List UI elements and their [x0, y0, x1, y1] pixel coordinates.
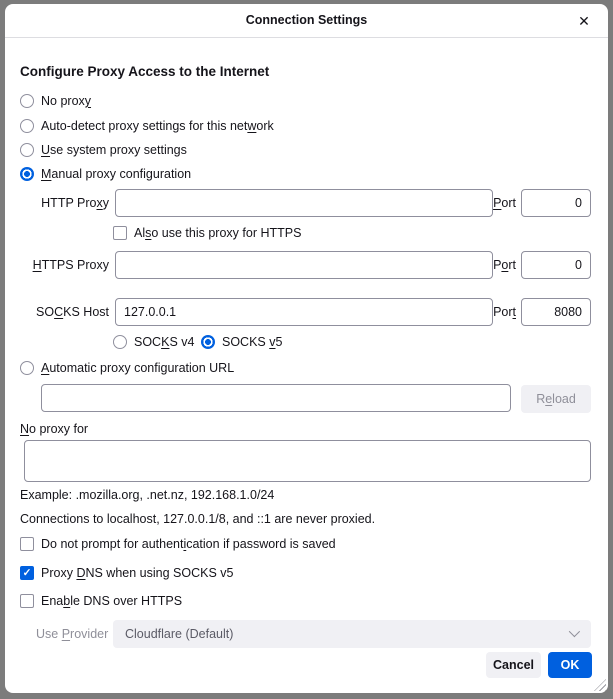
https-port-label: Port [493, 258, 516, 272]
provider-selected-value: Cloudflare (Default) [125, 627, 234, 641]
radio-socks-v5[interactable] [201, 334, 282, 350]
reload-label: Reload [536, 392, 576, 406]
radio-icon-selected[interactable] [201, 335, 215, 349]
radio-socks-v4[interactable] [113, 334, 194, 350]
http-port-label: Port [493, 196, 516, 210]
chevron-down-icon [569, 626, 580, 637]
radio-label: Use system proxy settings [41, 143, 187, 157]
example-note: Example: .mozilla.org, .net.nz, 192.168.1.0/24 [20, 488, 275, 502]
http-proxy-label: HTTP Proxy [41, 196, 109, 210]
https-port-input[interactable] [521, 251, 591, 279]
http-proxy-input[interactable] [115, 189, 493, 217]
use-provider-label: Use Provider [36, 627, 109, 641]
close-icon: ✕ [578, 12, 590, 29]
radio-label: Automatic proxy configuration URL [41, 361, 235, 375]
radio-label: Manual proxy configuration [41, 167, 192, 181]
close-button[interactable] [572, 9, 596, 33]
checkbox-also-use-https[interactable] [113, 225, 301, 241]
checkbox-proxy-dns[interactable] [20, 565, 233, 581]
dialog-title: Connection Settings [245, 13, 368, 27]
cancel-label: Cancel [493, 658, 534, 672]
checkbox-label: Enable DNS over HTTPS [41, 594, 183, 608]
autoconfig-url-input[interactable] [41, 384, 511, 412]
provider-dropdown[interactable] [113, 620, 591, 648]
http-port-input[interactable] [521, 189, 591, 217]
radio-auto-detect-proxy[interactable] [20, 118, 274, 134]
radio-icon[interactable] [20, 143, 34, 157]
page-title: Configure Proxy Access to the Internet [20, 64, 270, 79]
https-proxy-input[interactable] [115, 251, 493, 279]
checkbox-icon[interactable] [113, 226, 127, 240]
radio-label: SOCKS v4 [134, 335, 195, 349]
checkbox-label: Proxy DNS when using SOCKS v5 [41, 566, 234, 580]
socks-port-input[interactable] [521, 298, 591, 326]
checkbox-no-auth-prompt[interactable] [20, 536, 336, 552]
check-icon: ✓ [22, 567, 32, 579]
radio-label: No proxy [41, 94, 92, 108]
socks-host-label: SOCKS Host [36, 305, 109, 319]
radio-icon[interactable] [113, 335, 127, 349]
radio-icon[interactable] [20, 361, 34, 375]
dialog-titlebar [5, 4, 608, 38]
connection-settings-dialog [5, 4, 608, 693]
checkbox-enable-doh[interactable] [20, 593, 182, 609]
radio-label: Auto-detect proxy settings for this network [41, 119, 274, 133]
socks-host-input[interactable] [115, 298, 493, 326]
no-proxy-for-textarea[interactable] [24, 440, 591, 482]
never-proxied-note: Connections to localhost, 127.0.0.1/8, and ::1 are never proxied. [20, 512, 376, 526]
checkbox-label: Do not prompt for authentication if password is saved [41, 537, 336, 551]
no-proxy-for-label: No proxy for [20, 422, 89, 436]
checkbox-icon[interactable] [20, 594, 34, 608]
radio-icon[interactable] [20, 94, 34, 108]
ok-button[interactable] [548, 652, 592, 678]
resize-grip[interactable] [594, 679, 606, 691]
checkbox-icon[interactable] [20, 537, 34, 551]
radio-no-proxy[interactable] [20, 93, 91, 109]
radio-manual-proxy[interactable] [20, 166, 191, 182]
radio-system-proxy[interactable] [20, 142, 187, 158]
socks-port-label: Port [493, 305, 516, 319]
checkbox-label: Also use this proxy for HTTPS [134, 226, 302, 240]
radio-autoconfig-url[interactable] [20, 360, 234, 376]
reload-button[interactable] [521, 385, 591, 413]
ok-label: OK [560, 658, 580, 672]
radio-label: SOCKS v5 [222, 335, 283, 349]
radio-icon[interactable] [20, 119, 34, 133]
https-proxy-label: HTTPS Proxy [32, 258, 109, 272]
checkbox-icon-checked[interactable] [20, 566, 34, 580]
radio-icon-selected[interactable] [20, 167, 34, 181]
cancel-button[interactable] [486, 652, 541, 678]
